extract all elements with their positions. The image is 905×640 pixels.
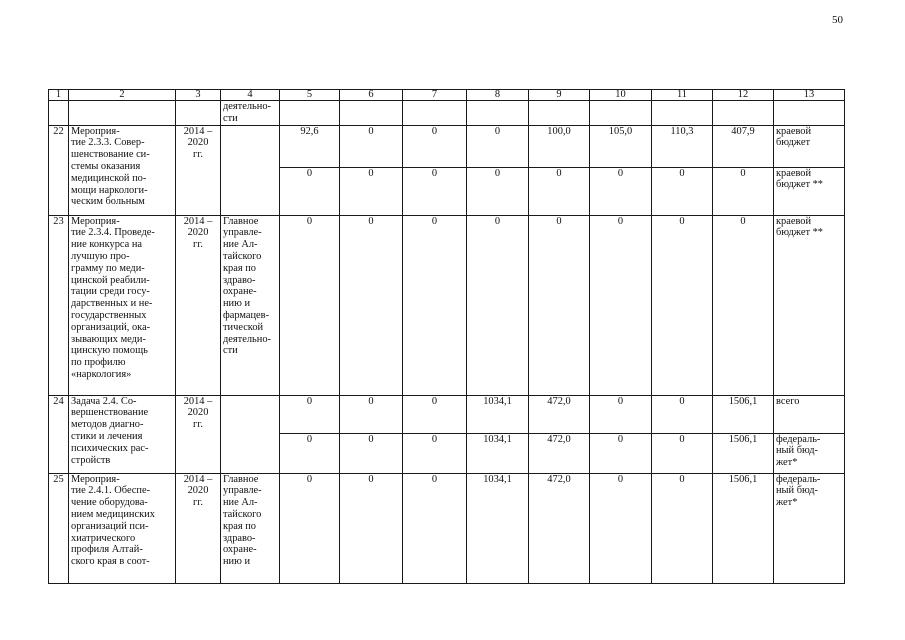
funding-value: 472,0 (529, 473, 590, 583)
period-cell (176, 125, 221, 215)
table-row (49, 395, 845, 433)
period-line: гг. (193, 149, 203, 161)
funding-value: 0 (652, 473, 713, 583)
col-number: 9 (529, 90, 590, 101)
funding-value: 1034,1 (467, 395, 529, 433)
col-number: 2 (69, 90, 176, 101)
activity-name-line: тие 2.3.4. Проведе- (71, 227, 155, 239)
funding-value: 1506,1 (713, 473, 774, 583)
period-line: 2020 (187, 227, 209, 239)
activity-name-line: стики и лечения (71, 430, 143, 442)
funding-value: 0 (467, 125, 529, 167)
funding-value: 1034,1 (467, 473, 529, 583)
activity-name-line: Мероприя- (71, 125, 120, 137)
activity-name-line: хиатрического (71, 532, 136, 544)
activity-name (69, 473, 176, 583)
executor-line: здраво- (223, 274, 256, 286)
executor-line: нию и (223, 298, 251, 310)
executor-line: фармацев- (223, 309, 270, 321)
activity-name-line: шенствование си- (71, 149, 150, 161)
period-line: гг. (193, 239, 203, 251)
funding-value: 0 (280, 473, 340, 583)
activity-name-line: организаций пси- (71, 520, 149, 532)
funding-source-line: жет* (776, 497, 798, 509)
col-number: 7 (403, 90, 467, 101)
funding-value: 407,9 (713, 125, 774, 167)
executor-line: Главное (223, 215, 259, 227)
executor-line: Главное (223, 473, 259, 485)
executor-line: тайского (223, 250, 262, 262)
activity-name-line: дарственных и не- (71, 298, 153, 310)
program-table (48, 89, 845, 584)
funding-value: 0 (280, 395, 340, 433)
funding-value: 0 (340, 395, 403, 433)
funding-value: 0 (280, 167, 340, 215)
executor-cell (221, 215, 280, 395)
funding-value: 0 (340, 215, 403, 395)
funding-value: 472,0 (529, 433, 590, 473)
executor-line: края по (223, 520, 256, 532)
activity-name-line: тие 2.3.3. Совер- (71, 137, 145, 149)
period-line: гг. (193, 497, 203, 509)
funding-value: 105,0 (590, 125, 652, 167)
activity-name (69, 125, 176, 215)
executor-line: охране- (223, 286, 257, 298)
funding-source-line: жет* (776, 457, 798, 469)
executor-cell (221, 473, 280, 583)
row-number: 24 (49, 395, 69, 473)
funding-value: 0 (403, 125, 467, 167)
period-line: 2014 – (183, 125, 213, 137)
funding-source (774, 215, 845, 395)
executor-line: ние Ал- (223, 239, 258, 251)
activity-name-line: профиля Алтай- (71, 544, 143, 556)
funding-value: 0 (713, 167, 774, 215)
row-number: 22 (49, 125, 69, 215)
executor-line: деятельно- (223, 333, 271, 345)
period-line: 2014 – (183, 215, 213, 227)
executor-line: края по (223, 262, 256, 274)
funding-source (774, 433, 845, 473)
funding-source-line: краевой (776, 125, 812, 137)
executor-line: сти (223, 112, 238, 124)
col-number: 12 (713, 90, 774, 101)
funding-value: 92,6 (280, 125, 340, 167)
activity-name-line: Задача 2.4. Со- (71, 395, 137, 407)
funding-source (774, 473, 845, 583)
funding-value: 0 (403, 167, 467, 215)
funding-value: 100,0 (529, 125, 590, 167)
activity-name-line: стемы оказания (71, 160, 141, 172)
table-row (49, 125, 845, 167)
activity-name-line: психических рас- (71, 442, 149, 454)
funding-source-line: бюджет (776, 137, 811, 149)
activity-name-line: нием медицинских (71, 508, 155, 520)
funding-value: 0 (590, 167, 652, 215)
funding-source-line: краевой (776, 167, 812, 179)
funding-value: 0 (467, 215, 529, 395)
page-number: 50 (832, 14, 843, 26)
activity-name-line: по профилю (71, 357, 126, 369)
activity-name-line: цинскую помощь (71, 345, 148, 357)
activity-name-line: лучшую про- (71, 250, 130, 262)
executor-line: управле- (223, 227, 262, 239)
period-cell (176, 395, 221, 473)
funding-source (774, 125, 845, 167)
funding-value: 0 (652, 215, 713, 395)
col-number: 10 (590, 90, 652, 101)
funding-source-line: ный бюд- (776, 445, 818, 457)
funding-value: 0 (713, 215, 774, 395)
table-row (49, 215, 845, 395)
funding-value: 0 (340, 473, 403, 583)
activity-name-line: Мероприя- (71, 215, 120, 227)
activity-name-line: цинской реабили- (71, 274, 150, 286)
funding-source-line: всего (776, 395, 800, 407)
activity-name-line: стройств (71, 454, 111, 466)
col-number: 11 (652, 90, 713, 101)
funding-source-line: краевой (776, 215, 812, 227)
funding-value: 0 (652, 395, 713, 433)
period-line: 2020 (187, 485, 209, 497)
funding-value: 0 (652, 167, 713, 215)
row-number: 23 (49, 215, 69, 395)
activity-name-line: государственных (71, 309, 147, 321)
col-number: 13 (774, 90, 845, 101)
period-cell (176, 473, 221, 583)
funding-value: 0 (340, 433, 403, 473)
executor-line: деятельно- (223, 101, 271, 112)
activity-name-line: вершенствование (71, 407, 149, 419)
funding-value: 0 (529, 167, 590, 215)
activity-name-line: медицинской по- (71, 172, 147, 184)
activity-name-line: методов диагно- (71, 419, 144, 431)
funding-value: 0 (340, 167, 403, 215)
executor-line: ние Ал- (223, 497, 258, 509)
executor-line: тической (223, 321, 264, 333)
col-number: 4 (221, 90, 280, 101)
executor-line: охране- (223, 544, 257, 556)
funding-value: 0 (590, 473, 652, 583)
activity-name-line: Мероприя- (71, 473, 120, 485)
funding-value: 1034,1 (467, 433, 529, 473)
period-cell (176, 215, 221, 395)
executor-line: управле- (223, 485, 262, 497)
activity-name (69, 215, 176, 395)
funding-value: 0 (590, 433, 652, 473)
funding-value: 0 (403, 473, 467, 583)
funding-value: 0 (403, 215, 467, 395)
funding-value: 1506,1 (713, 433, 774, 473)
funding-source-line: бюджет ** (776, 179, 823, 191)
funding-source-line: федераль- (776, 473, 821, 485)
period-line: 2014 – (183, 395, 213, 407)
col-number: 1 (49, 90, 69, 101)
funding-value: 0 (652, 433, 713, 473)
executor-cell (221, 125, 280, 215)
executor-line: нию и (223, 556, 251, 568)
row-number: 25 (49, 473, 69, 583)
activity-name-line: организаций, ока- (71, 321, 151, 333)
col-number: 8 (467, 90, 529, 101)
activity-name-line: чение оборудова- (71, 497, 148, 509)
funding-source-line: федераль- (776, 433, 821, 445)
funding-value: 0 (403, 433, 467, 473)
activity-name-line: тие 2.4.1. Обеспе- (71, 485, 151, 497)
funding-value: 1506,1 (713, 395, 774, 433)
funding-value: 0 (467, 167, 529, 215)
executor-line: сти (223, 345, 238, 357)
funding-value: 0 (529, 215, 590, 395)
activity-name-line: «наркология» (71, 368, 132, 380)
activity-name-line: ние конкурса на (71, 239, 143, 251)
funding-source (774, 395, 845, 433)
activity-name-line: зывающих меди- (71, 333, 146, 345)
period-line: гг. (193, 419, 203, 431)
col-number: 6 (340, 90, 403, 101)
funding-value: 472,0 (529, 395, 590, 433)
executor-cell (221, 395, 280, 473)
column-number-row (49, 90, 845, 101)
funding-source-line: ный бюд- (776, 485, 818, 497)
activity-name-line: грамму по меди- (71, 262, 145, 274)
executor-line: тайского (223, 508, 262, 520)
funding-source (774, 167, 845, 215)
activity-name-line: ского края в соот- (71, 556, 150, 568)
funding-value: 0 (280, 215, 340, 395)
funding-value: 110,3 (652, 125, 713, 167)
funding-source-line: бюджет ** (776, 227, 823, 239)
period-line: 2020 (187, 407, 209, 419)
col-number: 5 (280, 90, 340, 101)
continuation-row (49, 101, 845, 126)
period-line: 2020 (187, 137, 209, 149)
activity-name (69, 395, 176, 473)
executor-cell (221, 101, 280, 126)
col-number: 3 (176, 90, 221, 101)
funding-value: 0 (590, 395, 652, 433)
activity-name-line: мощи наркологи- (71, 184, 148, 196)
funding-value: 0 (590, 215, 652, 395)
funding-value: 0 (340, 125, 403, 167)
table-row (49, 473, 845, 583)
activity-name-line: тации среди госу- (71, 286, 150, 298)
funding-value: 0 (280, 433, 340, 473)
period-line: 2014 – (183, 473, 213, 485)
funding-value: 0 (403, 395, 467, 433)
activity-name-line: ческим больным (71, 196, 145, 208)
executor-line: здраво- (223, 532, 256, 544)
